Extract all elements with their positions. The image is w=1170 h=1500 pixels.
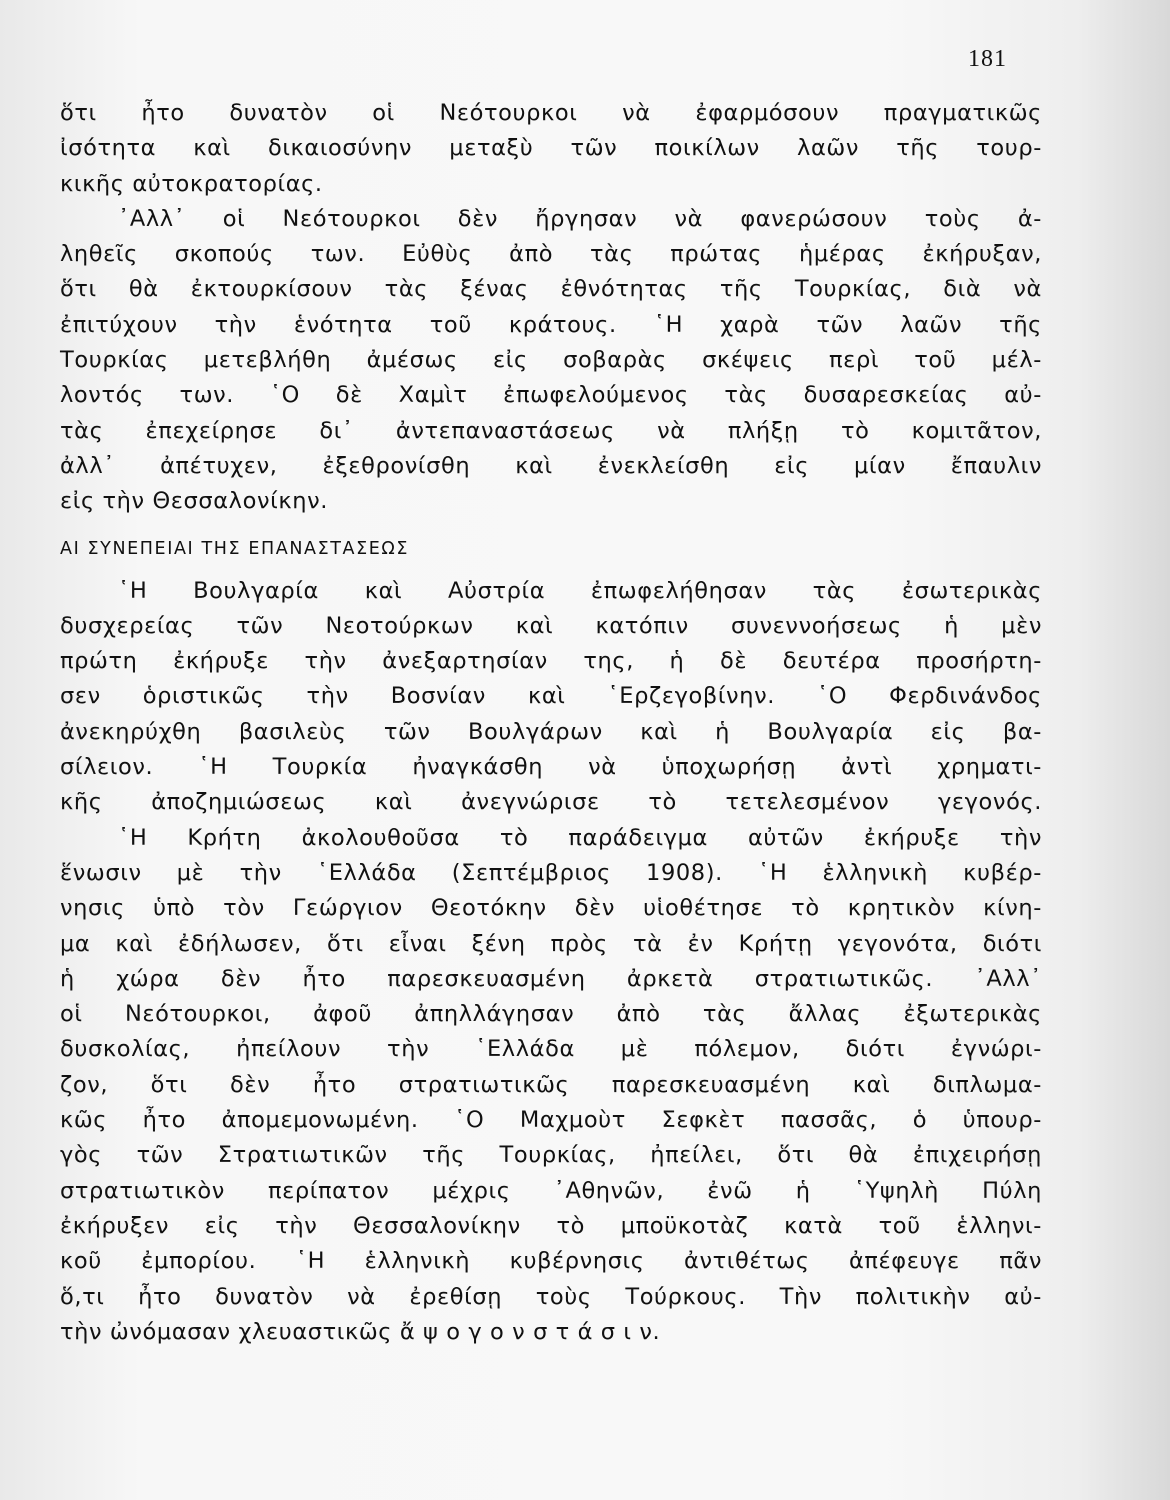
text-line: κοῦ ἐμπορίου. ῾Η ἑλληνικὴ κυβέρνησις ἀντιθέτως ἀπέφευγε πᾶν [60, 1248, 1042, 1275]
paragraph [60, 96, 1042, 202]
text-line: ὅτι ἦτο δυνατὸν οἱ Νεότουρκοι νὰ ἐφαρμόσουν πραγματικῶς [60, 100, 1042, 126]
text-line: λοντός των. ῾Ο δὲ Χαμὶτ ἐπωφελούμενος τὰς δυσαρεσκείας αὐ- [60, 382, 1042, 409]
text-line: ᾿Αλλ᾿ οἱ Νεότουρκοι δὲν ἤργησαν νὰ φανερώσουν τοὺς ἀ- [118, 205, 1042, 232]
page-number: 181 [968, 46, 1007, 72]
text-line: νησις ὑπὸ τὸν Γεώργιον Θεοτόκην δὲν υἱοθέτησε τὸ κρητικὸν κίνη- [60, 895, 1042, 922]
text-line: δυσκολίας, ἠπείλουν τὴν ῾Ελλάδα μὲ πόλεμον, διότι ἐγνώρι- [60, 1036, 1042, 1063]
paragraph [60, 202, 1042, 520]
paragraph [60, 574, 1042, 821]
text-line: σεν ὁριστικῶς τὴν Βοσνίαν καὶ ῾Ερζεγοβίνην. ῾Ο Φερδινάνδος [60, 683, 1042, 710]
text-line: τὴν ὠνόμασαν χλευαστικῶς ἄ ψ ο γ ο ν σ τ ά σ ι ν. [60, 1318, 661, 1345]
text-line: ἐκήρυξεν εἰς τὴν Θεσσαλονίκην τὸ μποϋκοτὰζ κατὰ τοῦ ἑλληνι- [60, 1212, 1042, 1239]
text-line: ληθεῖς σκοπούς των. Εὐθὺς ἀπὸ τὰς πρώτας ἡμέρας ἐκήρυξαν, [60, 241, 1042, 268]
text-line: τὰς ἐπεχείρησε δι᾿ ἀντεπαναστάσεως νὰ πλήξῃ τὸ κομιτᾶτον, [60, 417, 1042, 444]
text-line: εἰς τὴν Θεσσαλονίκην. [60, 488, 328, 515]
text-line: κικῆς αὐτοκρατορίας. [60, 170, 323, 197]
text-line: ζον, ὅτι δὲν ἦτο στρατιωτικῶς παρεσκευασμένη καὶ διπλωμα- [60, 1071, 1042, 1098]
text-line: ὅτι θὰ ἐκτουρκίσουν τὰς ξένας ἐθνότητας τῆς Τουρκίας, διὰ νὰ [60, 276, 1042, 303]
text-line: μα καὶ ἐδήλωσεν, ὅτι εἶναι ξένη πρὸς τὰ ἐν Κρήτῃ γεγονότα, διότι [60, 930, 1042, 957]
text-line: οἱ Νεότουρκοι, ἀφοῦ ἀπηλλάγησαν ἀπὸ τὰς ἄλλας ἐξωτερικὰς [60, 1001, 1042, 1028]
text-line: δυσχερείας τῶν Νεοτούρκων καὶ κατόπιν συνεννοήσεως ἡ μὲν [60, 612, 1042, 639]
text-line: ἀλλ᾿ ἀπέτυχεν, ἐξεθρονίσθη καὶ ἐνεκλείσθη εἰς μίαν ἔπαυλιν [60, 452, 1042, 479]
text-line: ἕνωσιν μὲ τὴν ῾Ελλάδα (Σεπτέμβριος 1908). ῾Η ἑλληνικὴ κυβέρ- [60, 859, 1042, 886]
text-line: γὸς τῶν Στρατιωτικῶν τῆς Τουρκίας, ἠπείλει, ὅτι θὰ ἐπιχειρήσῃ [60, 1142, 1042, 1169]
text-line: στρατιωτικὸν περίπατον μέχρις ᾿Αθηνῶν, ἐνῶ ἡ ῾Υψηλὴ Πύλη [60, 1177, 1042, 1204]
page-body [60, 96, 1042, 1350]
text-line: ὅ,τι ἦτο δυνατὸν νὰ ἐρεθίσῃ τοὺς Τούρκους. Τὴν πολιτικὴν αὐ- [60, 1283, 1042, 1310]
section-heading: ΑΙ ΣΥΝΕΠΕΙΑΙ ΤΗΣ ΕΠΑΝΑΣΤΑΣΕΩΣ [60, 538, 410, 559]
text-line: κῆς ἀποζημιώσεως καὶ ἀνεγνώρισε τὸ τετελεσμένον γεγονός. [60, 789, 1042, 816]
text-line: ἐπιτύχουν τὴν ἑνότητα τοῦ κράτους. ῾Η χαρὰ τῶν λαῶν τῆς [60, 311, 1042, 338]
paragraph [60, 821, 1042, 1350]
text-line: πρώτη ἐκήρυξε τὴν ἀνεξαρτησίαν της, ἡ δὲ δευτέρα προσήρτη- [60, 648, 1042, 675]
text-line: ῾Η Κρήτη ἀκολουθοῦσα τὸ παράδειγμα αὐτῶν ἐκήρυξε τὴν [118, 824, 1042, 851]
text-line: ἀνεκηρύχθη βασιλεὺς τῶν Βουλγάρων καὶ ἡ Βουλγαρία εἰς βα- [60, 718, 1042, 745]
text-line: ἡ χώρα δὲν ἦτο παρεσκευασμένη ἀρκετὰ στρατιωτικῶς. ᾿Αλλ᾿ [60, 965, 1042, 992]
text-line: ῾Η Βουλγαρία καὶ Αὐστρία ἐπωφελήθησαν τὰς ἐσωτερικὰς [118, 577, 1042, 604]
text-line: σίλειον. ῾Η Τουρκία ἠναγκάσθη νὰ ὑποχωρήσῃ ἀντὶ χρηματι- [60, 754, 1042, 781]
text-line: ἰσότητα καὶ δικαιοσύνην μεταξὺ τῶν ποικίλων λαῶν τῆς τουρ- [60, 135, 1042, 162]
text-line: Τουρκίας μετεβλήθη ἀμέσως εἰς σοβαρὰς σκέψεις περὶ τοῦ μέλ- [60, 347, 1042, 374]
text-line: κῶς ἦτο ἀπομεμονωμένη. ῾Ο Μαχμοὺτ Σεφκὲτ πασσᾶς, ὁ ὑπουρ- [60, 1107, 1042, 1134]
